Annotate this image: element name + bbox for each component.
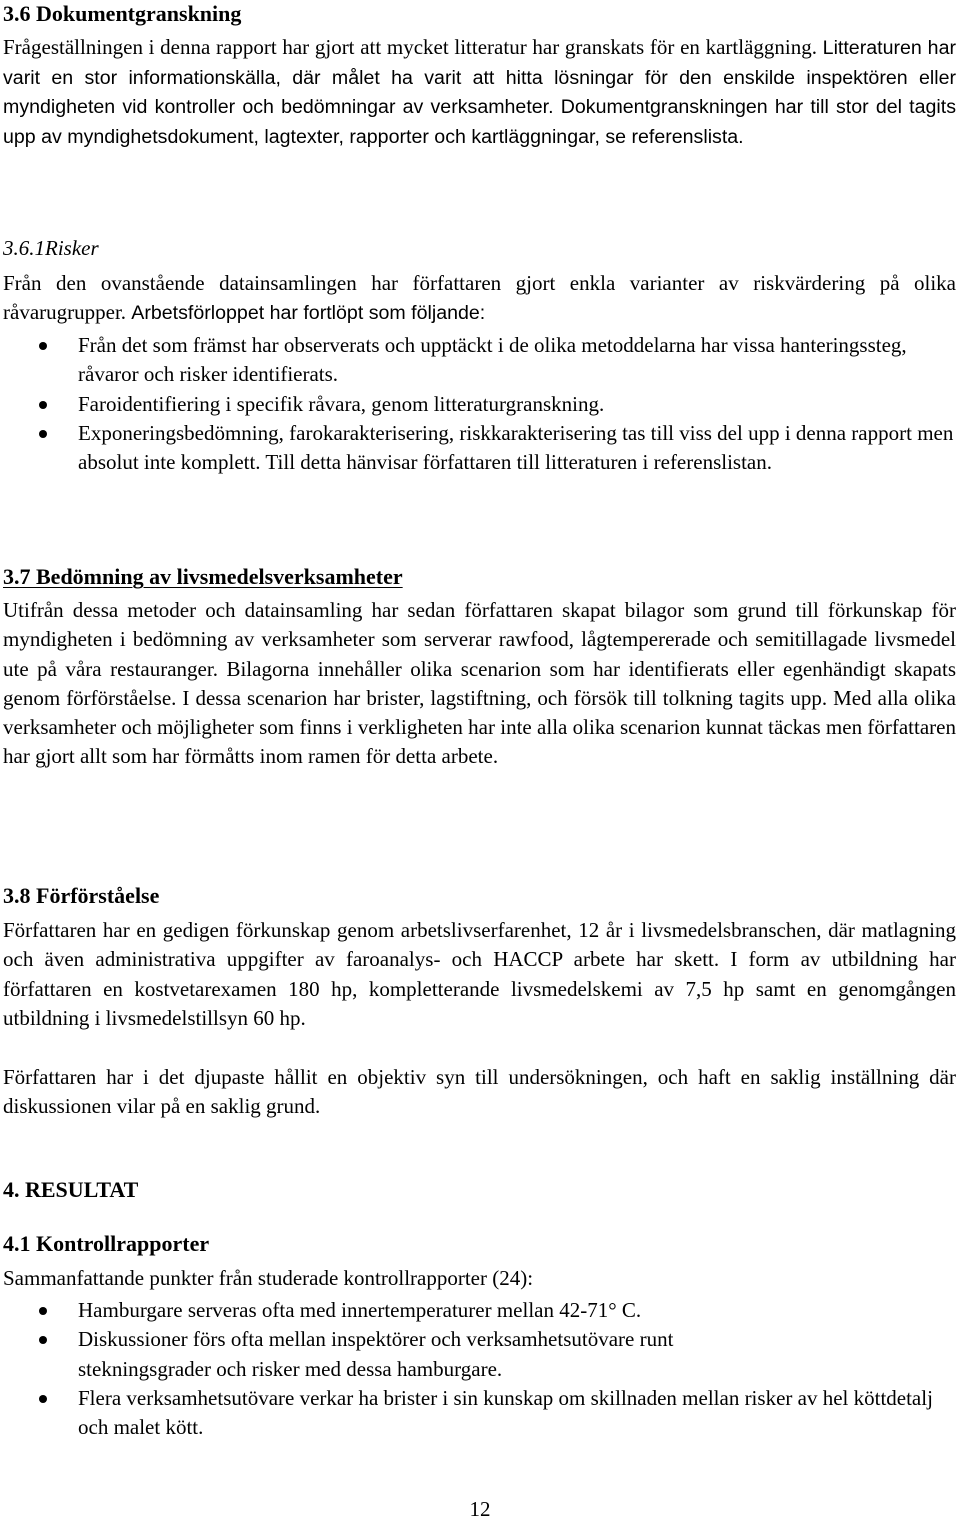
paragraph-3-8-1: Författaren har en gedigen förkunskap genom arbetslivserfarenhet, 12 år i livsmedelsbranschen, där matlagning och även administrativa uppgifter av faroanalys- och HACCP arbete har skett. I form av utbildning har författaren en kostvetarexamen 180 hp, kompletterande livsmedelskemi av 7,5 hp samt en genomgången utbildning i livsmedelstillsyn 60 hp. — [3, 918, 956, 1030]
paragraph-3-7: Utifrån dessa metoder och datainsamling har sedan författaren skapat bilagor som grund till förkunskap för myndigheten i bedömning av verksamheter som serverar rawfood, lågtempererade och semitillagade livsmedel ute på våra restauranger. Bilagorna innehåller olika scenarion som har identifierats eller egenhändigt skapats genom förförståelse. I dessa scenarion har brister, lagstiftning, och försök till tolkning tagits upp. Med alla olika verksamheter och möjligheter som finns i verkligheten har inte alla olika scenarion kunnat täckas men författaren har gjort allt som har förmåtts inom ramen för detta arbete. — [3, 598, 956, 769]
list-item: Hamburgare serveras ofta med innertemperaturer mellan 42-71° C. — [3, 1296, 956, 1325]
heading-3-7: 3.7 Bedömning av livsmedelsverksamheter — [3, 564, 403, 589]
bullet-icon — [39, 1336, 47, 1344]
paragraph-3-6 — [3, 33, 956, 152]
list-item: Faroidentifiering i specifik råvara, genom litteraturgranskning. — [3, 390, 956, 419]
heading-3-8: 3.8 Förförståelse — [3, 883, 160, 908]
paragraph-4-1-intro: Sammanfattande punkter från studerade kontrollrapporter (24): — [3, 1266, 534, 1290]
list-item: Från det som främst har observerats och upptäckt i de olika metoddelarna har vissa hanteringssteg, råvaror och risker identifierats. — [3, 331, 956, 390]
bullet-icon — [39, 342, 47, 350]
bullet-icon — [39, 1307, 47, 1315]
bullet-list-3-6-1 — [3, 331, 956, 477]
heading-3-6: 3.6 Dokumentgranskning — [3, 1, 242, 26]
bullet-icon — [39, 430, 47, 438]
heading-4-1: 4.1 Kontrollrapporter — [3, 1231, 210, 1256]
bullet-list-4-1 — [3, 1296, 956, 1442]
heading-3-6-1: 3.6.1Risker — [3, 236, 99, 260]
list-item: Diskussioner förs ofta mellan inspektörer och verksamhetsutövare runt stekningsgrader och risker med dessa hamburgare. — [3, 1325, 956, 1384]
paragraph-3-6-1-part-a: Från den ovanstående datainsamlingen har författaren gjort enkla varianter av riskvärdering på olika råvarugrupper. — [3, 271, 956, 325]
paragraph-3-6-1 — [3, 269, 956, 329]
page-number: 12 — [469, 1497, 491, 1521]
paragraph-3-6-1-part-b: Arbetsförloppet har fortlöpt som följande: — [131, 302, 486, 325]
bullet-icon — [39, 1395, 47, 1403]
paragraph-3-8-2: Författaren har i det djupaste hållit en objektiv syn till undersökningen, och haft en saklig inställning där diskussionen vilar på en saklig grund. — [3, 1065, 956, 1119]
list-item: Exponeringsbedömning, farokarakterisering, riskkarakterisering tas till viss del upp i denna rapport men absolut inte komplett. Till detta hänvisar författaren till litteraturen i referenslistan. — [3, 419, 956, 478]
list-item: Flera verksamhetsutövare verkar ha brister i sin kunskap om skillnaden mellan risker av hel köttdetalj och malet kött. — [3, 1384, 956, 1443]
paragraph-3-6-part-b: Litteraturen har varit en stor informationskälla, där målet ha varit att hitta lösningar för den enskilde inspektören eller myndigheten vid kontroller och bedömningar av verksamheter. Dokumentgranskningen har till stor del tagits upp av myndighetsdokument, lagtexter, rapporter och kartläggningar, se referenslista. — [3, 37, 956, 148]
paragraph-3-6-part-a: Frågeställningen i denna rapport har gjort att mycket litteratur har granskats för en kartläggning. — [3, 35, 823, 59]
heading-4: 4. RESULTAT — [3, 1177, 139, 1202]
bullet-icon — [39, 401, 47, 409]
